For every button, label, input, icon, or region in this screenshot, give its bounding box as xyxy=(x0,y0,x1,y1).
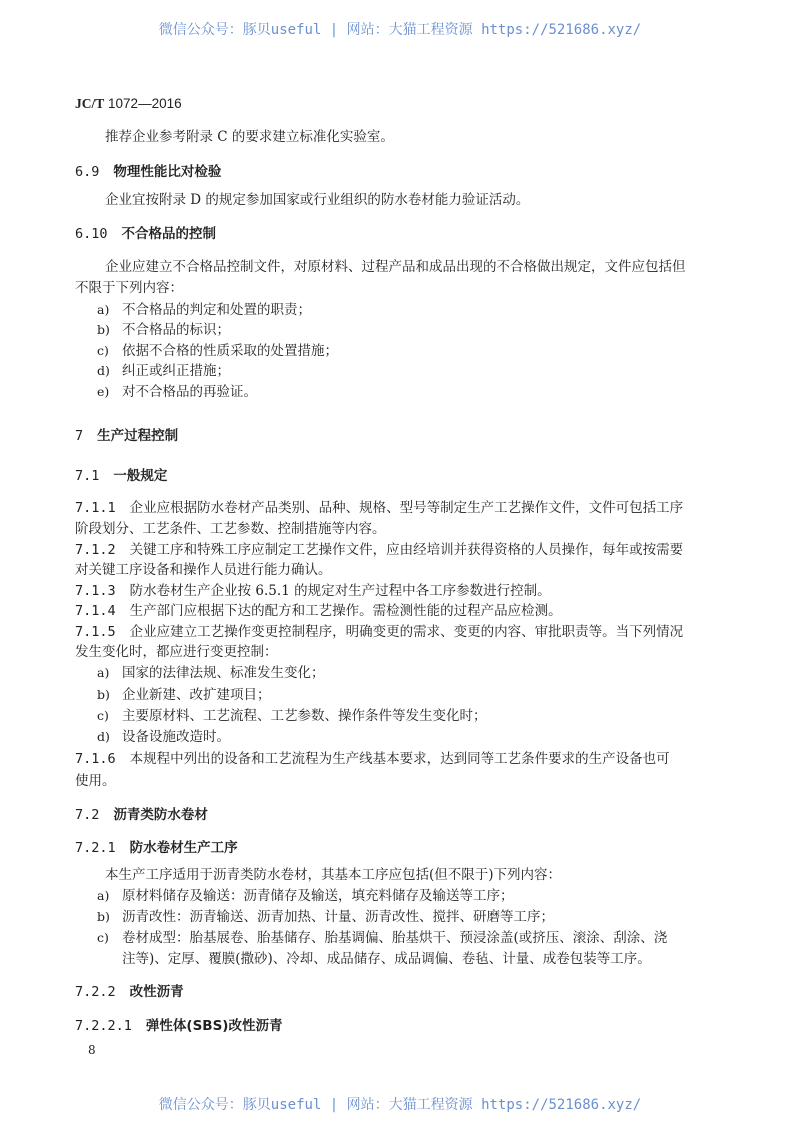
paragraph: 企业宜按附录 D 的规定参加国家或行业组织的防水卷材能力验证活动。 xyxy=(105,192,530,208)
section-heading-7-2-1: 7.2.1 防水卷材生产工序 xyxy=(75,840,238,856)
clause-7-1-1: 7.1.1 企业应根据防水卷材产品类别、品种、规格、型号等制定生产工艺操作文件，文件可包括工序 xyxy=(75,500,684,516)
std-number: 1072—2016 xyxy=(108,96,182,111)
standard-number xyxy=(75,95,182,113)
clause-continuation: 阶段划分、工艺条件、工艺参数、控制措施等内容。 xyxy=(75,521,386,537)
page-number: 8 xyxy=(88,1043,96,1057)
watermark-top: 微信公众号：豚贝useful | 网站：大猫工程资源 https://521686.xyz/ xyxy=(158,22,642,38)
clause-7-1-5: 7.1.5 企业应建立工艺操作变更控制程序，明确变更的需求、变更的内容、审批职责等。当下列情况 xyxy=(75,624,684,640)
clause-7-1-6: 7.1.6 本规程中列出的设备和工艺流程为生产线基本要求，达到同等工艺条件要求的生产设备也可 xyxy=(75,751,670,767)
paragraph: 不限于下列内容： xyxy=(75,280,183,296)
clause-continuation: 对关键工序设备和操作人员进行能力确认。 xyxy=(75,562,332,578)
clause-continuation: 发生变化时，都应进行变更控制： xyxy=(75,644,278,660)
list-item-continuation: 注等)、定厚、覆膜(撒砂)、冷却、成品储存、成品调偏、卷毡、计量、成卷包装等工序。 xyxy=(122,951,651,967)
section-heading-7-2-2: 7.2.2 改性沥青 xyxy=(75,984,184,1000)
paragraph: 本生产工序适用于沥青类防水卷材，其基本工序应包括(但不限于)下列内容： xyxy=(105,867,562,883)
paragraph: 企业应建立不合格品控制文件，对原材料、过程产品和成品出现的不合格做出规定，文件应包括但 xyxy=(105,259,686,275)
section-heading-6-9: 6.9 物理性能比对检验 xyxy=(75,164,222,180)
clause-continuation: 使用。 xyxy=(75,773,116,789)
section-heading-6-10: 6.10 不合格品的控制 xyxy=(75,226,217,242)
paragraph: 推荐企业参考附录 C 的要求建立标准化实验室。 xyxy=(105,129,394,145)
clause-7-1-3: 7.1.3 防水卷材生产企业按 6.5.1 的规定对生产过程中各工序参数进行控制。 xyxy=(75,583,551,599)
clause-7-1-4: 7.1.4 生产部门应根据下达的配方和工艺操作。需检测性能的过程产品应检测。 xyxy=(75,603,562,619)
std-prefix: JC/T xyxy=(75,96,105,111)
watermark-bottom: 微信公众号：豚贝useful | 网站：大猫工程资源 https://521686.xyz/ xyxy=(158,1097,642,1113)
section-heading-7-2-2-1: 7.2.2.1 弹性体(SBS)改性沥青 xyxy=(75,1018,283,1034)
section-heading-7-1: 7.1 一般规定 xyxy=(75,468,168,484)
section-heading-7-2: 7.2 沥青类防水卷材 xyxy=(75,807,208,823)
section-heading-7: 7 生产过程控制 xyxy=(75,428,179,444)
clause-7-1-2: 7.1.2 关键工序和特殊工序应制定工艺操作文件，应由经培训并获得资格的人员操作，每年或按需要 xyxy=(75,542,684,558)
